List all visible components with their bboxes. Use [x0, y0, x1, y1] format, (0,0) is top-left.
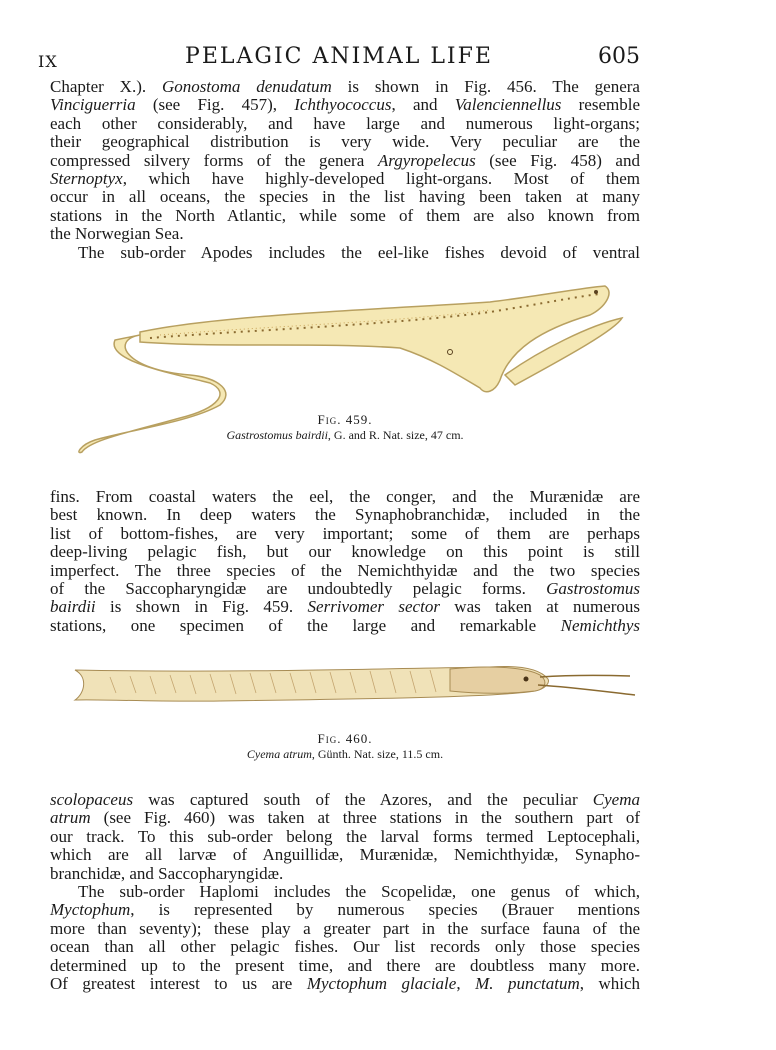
figure-description: Gastrostomus bairdii, G. and R. Nat. size, 47 cm. — [226, 428, 464, 442]
text-line: list of bottom-fishes, are very important; some of them are perhaps — [50, 523, 640, 543]
text-line: of the Saccopharyngidæ are undoubtedly pelagic forms. Gastrostomus — [50, 579, 640, 599]
text-line: our track. To this sub-order belong the larval forms termed Leptocephali, — [50, 826, 640, 846]
page-number: 605 — [598, 44, 640, 69]
text-line: compressed silvery forms of the genera Argyropelecus (see Fig. 458) and — [50, 150, 640, 170]
figure-460-caption — [50, 731, 640, 762]
text-line: scolopaceus was captured south of the Azores, and the peculiar Cyema — [50, 790, 640, 809]
text-line: Of greatest interest to us are Myctophum glaciale, M. punctatum, which — [50, 974, 641, 994]
page-title: PELAGIC ANIMAL LIFE — [185, 44, 493, 69]
lower-jaw — [538, 685, 635, 695]
text-line: The sub-order Haplomi includes the Scopelidæ, one genus of which, — [78, 882, 640, 902]
figure-description: Cyema atrum, Günth. Nat. size, 11.5 cm. — [246, 747, 444, 761]
paragraph-2 — [50, 488, 640, 635]
text-line: Sternoptyx, which have highly-developed light-organs. Most of them — [50, 169, 640, 189]
fish-eye — [524, 677, 529, 682]
upper-jaw — [540, 675, 630, 677]
figure-460-cyema-illustration — [70, 655, 640, 715]
text-line: bairdii is shown in Fig. 459. Serrivomer sector was taken at numerous — [50, 597, 640, 617]
text-line: stations, one specimen of the large and remarkable Nemichthys — [50, 615, 640, 635]
text-line: stations in the North Atlantic, while some of them are also known from — [50, 205, 640, 225]
chapter-number: IX — [38, 52, 58, 71]
figure-label: Fig. 460. — [317, 731, 373, 746]
fish-body — [140, 286, 609, 392]
text-line: their geographical distribution is very wide. Very peculiar are the — [50, 132, 640, 152]
text-line: imperfect. The three species of the Nemichthyidæ and the two species — [50, 560, 640, 580]
paragraph-1 — [50, 78, 640, 262]
text-line: atrum (see Fig. 460) was taken at three stations in the southern part of — [50, 808, 640, 828]
text-line: more than seventy); these play a greater part in the surface fauna of the — [50, 918, 640, 938]
fish-eye — [594, 290, 598, 294]
text-line: Vinciguerria (see Fig. 457), Ichthyococcus, and Valenciennellus resemble — [50, 95, 641, 115]
text-line: occur in all oceans, the species in the list having been taken at many — [50, 187, 640, 207]
paragraph-3 — [50, 791, 640, 993]
fish-head — [450, 667, 545, 693]
text-line: ocean than all other pelagic fishes. Our list records only those species — [50, 937, 640, 957]
text-line: branchidæ, and Saccopharyngidæ. — [50, 863, 284, 883]
text-line: each other considerably, and have large and numerous light-organs; — [50, 113, 640, 133]
text-line: determined up to the present time, and there are doubtless many more. — [50, 955, 640, 975]
text-line: best known. In deep waters the Synaphobranchidæ, included in the — [50, 505, 640, 525]
text-line: Chapter X.). Gonostoma denudatum is shown in Fig. 456. The genera — [50, 77, 640, 96]
text-line: The sub-order Apodes includes the eel-like fishes devoid of ventral — [78, 242, 640, 262]
figure-459-caption — [50, 412, 640, 443]
text-line: the Norwegian Sea. — [50, 224, 184, 244]
text-line: deep-living pelagic fish, but our knowledge on this point is still — [50, 542, 640, 562]
text-line: which are all larvæ of Anguillidæ, Murænidæ, Nemichthyidæ, Synapho- — [50, 845, 640, 865]
text-line: Myctophum, is represented by numerous species (Brauer mentions — [50, 900, 640, 920]
figure-label: Fig. 459. — [317, 412, 373, 427]
text-line: fins. From coastal waters the eel, the conger, and the Murænidæ are — [50, 487, 640, 506]
running-header — [38, 44, 640, 70]
